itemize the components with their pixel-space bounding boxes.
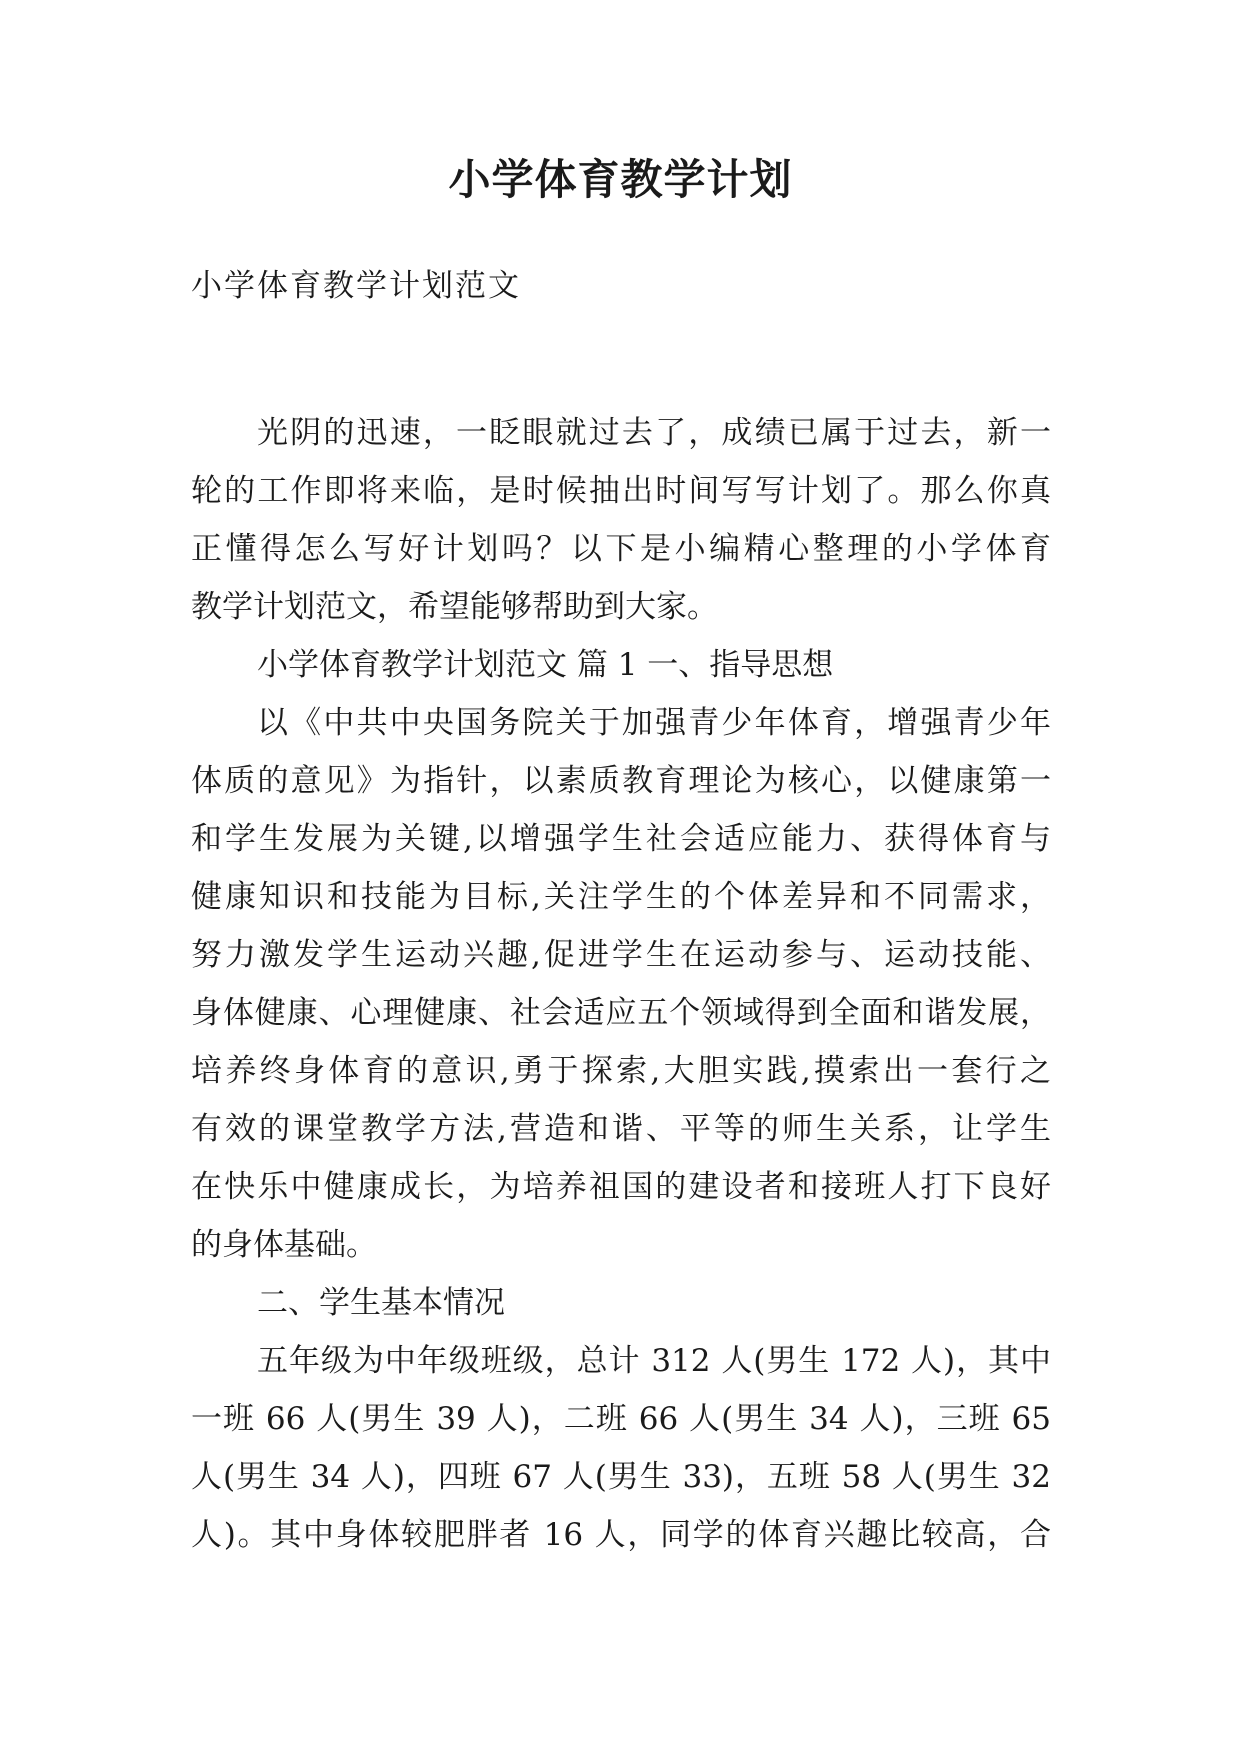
body-line: 和学生发展为关键,以增强学生社会适应能力、获得体育与 [191,821,1051,857]
body-line: 五年级为中年级班级，总计 312 人(男生 172 人)，其中 [257,1343,1051,1379]
body-line: 教学计划范文，希望能够帮助到大家。 [191,589,718,625]
body-line: 在快乐中健康成长，为培养祖国的建设者和接班人打下良好 [191,1169,1051,1205]
body-line: 人(男生 34 人)，四班 67 人(男生 33)，五班 58 人(男生 32 [191,1459,1051,1495]
document-subtitle: 小学体育教学计划范文 [191,268,521,304]
body-line: 有效的课堂教学方法,营造和谐、平等的师生关系，让学生 [191,1111,1051,1147]
body-line: 轮的工作即将来临，是时候抽出时间写写计划了。那么你真 [191,473,1051,509]
document-title: 小学体育教学计划 [448,155,793,204]
body-line: 健康知识和技能为目标,关注学生的个体差异和不同需求， [191,879,1051,915]
body-line: 努力激发学生运动兴趣,促进学生在运动参与、运动技能、 [191,937,1051,973]
body-line: 光阴的迅速，一眨眼就过去了，成绩已属于过去，新一 [257,415,1051,451]
body-line: 正懂得怎么写好计划吗？以下是小编精心整理的小学体育 [191,531,1051,567]
body-line: 以《中共中央国务院关于加强青少年体育，增强青少年 [257,705,1051,741]
body-line: 身体健康、心理健康、社会适应五个领域得到全面和谐发展， [191,995,1051,1031]
body-line: 二、学生基本情况 [257,1285,505,1321]
body-line: 小学体育教学计划范文 篇 1 一、指导思想 [257,647,834,683]
body-line: 人)。其中身体较肥胖者 16 人，同学的体育兴趣比较高，合 [191,1517,1051,1553]
body-line: 培养终身体育的意识,勇于探索,大胆实践,摸索出一套行之 [191,1053,1051,1089]
document-body [191,404,1051,1564]
body-line: 的身体基础。 [191,1227,377,1263]
body-line: 一班 66 人(男生 39 人)，二班 66 人(男生 34 人)，三班 65 [191,1401,1051,1437]
body-line: 体质的意见》为指针，以素质教育理论为核心，以健康第一 [191,763,1051,799]
